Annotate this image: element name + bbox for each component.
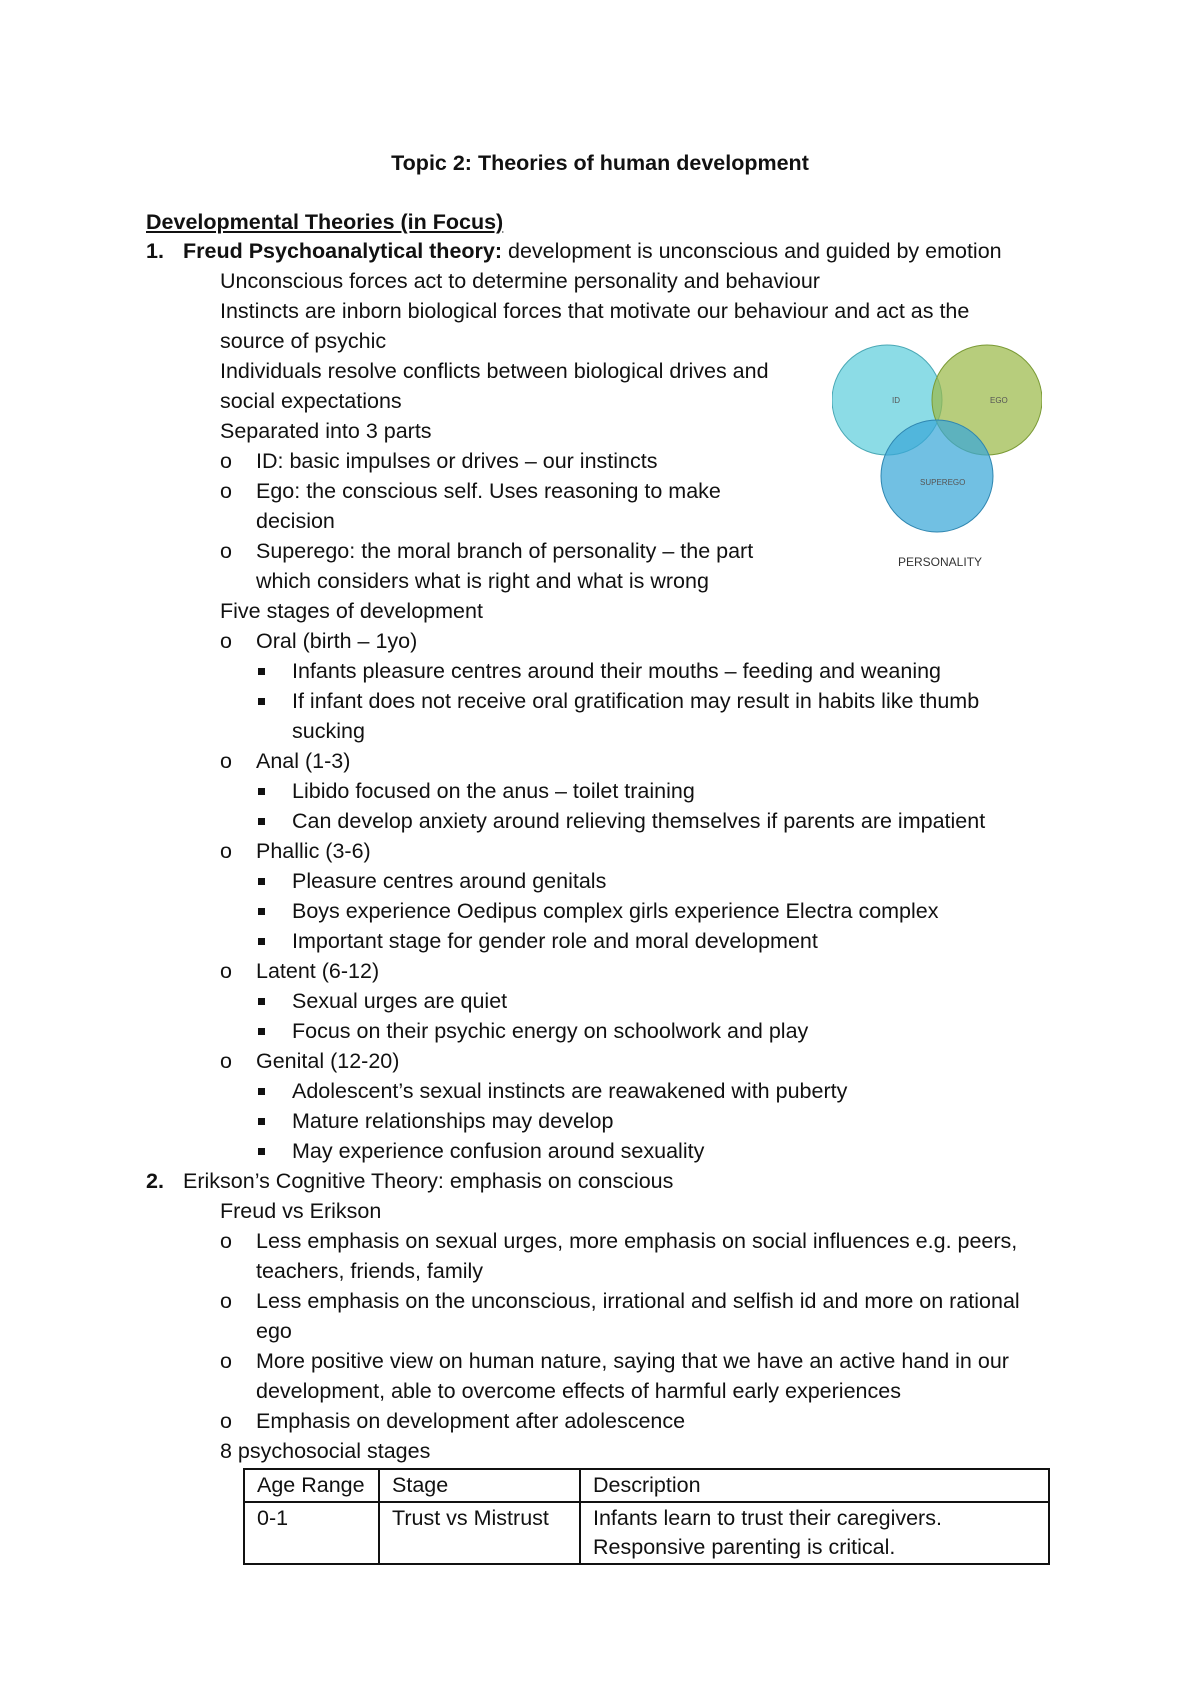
- part-ego-cont: decision: [256, 509, 335, 533]
- square-bullet: [258, 998, 265, 1005]
- psychosocial-stages-table: [243, 1468, 1050, 1565]
- stage-genital: Genital (12-20): [256, 1049, 400, 1073]
- erikson-heading: Erikson’s Cognitive Theory: emphasis on conscious: [183, 1169, 674, 1193]
- personality-venn-diagram: [832, 338, 1042, 578]
- freud-line: social expectations: [220, 389, 402, 413]
- part-ego: Ego: the conscious self. Uses reasoning to make: [256, 479, 721, 503]
- erikson-point-cont: development, able to overcome effects of harmful early experiences: [256, 1379, 901, 1403]
- stage-point: Adolescent’s sexual instincts are reawakened with puberty: [292, 1079, 848, 1103]
- superego-circle: [881, 420, 993, 532]
- stage-point: Can develop anxiety around relieving themselves if parents are impatient: [292, 809, 986, 833]
- stage-point: Pleasure centres around genitals: [292, 869, 607, 893]
- cell-age: 0-1: [244, 1502, 379, 1564]
- stage-point: Sexual urges are quiet: [292, 989, 508, 1013]
- stage-point: Focus on their psychic energy on schoolwork and play: [292, 1019, 809, 1043]
- table-header-row: [244, 1469, 1049, 1502]
- circle-bullet: o: [220, 749, 232, 773]
- freud-line: Instincts are inborn biological forces that motivate our behaviour and act as the: [220, 299, 970, 323]
- erikson-compare: Freud vs Erikson: [220, 1199, 382, 1223]
- stage-phallic: Phallic (3-6): [256, 839, 371, 863]
- freud-heading: [183, 236, 1002, 266]
- square-bullet: [258, 818, 265, 825]
- psychosocial-intro: 8 psychosocial stages: [220, 1439, 431, 1463]
- page-title: Topic 2: Theories of human development: [391, 151, 809, 175]
- freud-heading-rest: development is unconscious and guided by emotion: [502, 239, 1002, 263]
- stage-latent: Latent (6-12): [256, 959, 380, 983]
- venn-caption: PERSONALITY: [898, 555, 983, 569]
- erikson-point: More positive view on human nature, saying that we have an active hand in our: [256, 1349, 1009, 1373]
- stage-point: Mature relationships may develop: [292, 1109, 614, 1133]
- cell-description-line: Responsive parenting is critical.: [593, 1535, 896, 1559]
- square-bullet: [258, 1118, 265, 1125]
- circle-bullet: o: [220, 839, 232, 863]
- circle-bullet: o: [220, 629, 232, 653]
- section-heading: Developmental Theories (in Focus): [146, 210, 504, 234]
- stage-point: May experience confusion around sexuality: [292, 1139, 705, 1163]
- square-bullet: [258, 668, 265, 675]
- square-bullet: [258, 878, 265, 885]
- circle-bullet: o: [220, 539, 232, 563]
- square-bullet: [258, 1148, 265, 1155]
- stage-point: Libido focused on the anus – toilet training: [292, 779, 695, 803]
- header-description: Description: [580, 1469, 1049, 1502]
- circle-bullet: o: [220, 479, 232, 503]
- part-superego: Superego: the moral branch of personality – the part: [256, 539, 754, 563]
- circle-bullet: o: [220, 1289, 232, 1313]
- erikson-point: Emphasis on development after adolescence: [256, 1409, 686, 1433]
- stage-point-cont: sucking: [292, 719, 365, 743]
- erikson-point-cont: teachers, friends, family: [256, 1259, 484, 1283]
- freud-line: Unconscious forces act to determine personality and behaviour: [220, 269, 820, 293]
- cell-description: [580, 1502, 1049, 1564]
- ego-label: EGO: [990, 396, 1008, 405]
- circle-bullet: o: [220, 449, 232, 473]
- square-bullet: [258, 788, 265, 795]
- freud-line: Individuals resolve conflicts between biological drives and: [220, 359, 769, 383]
- header-stage: Stage: [379, 1469, 580, 1502]
- freud-line: source of psychic: [220, 329, 387, 353]
- cell-stage: Trust vs Mistrust: [379, 1502, 580, 1564]
- stage-point: If infant does not receive oral gratification may result in habits like thumb: [292, 689, 980, 713]
- part-id: ID: basic impulses or drives – our instincts: [256, 449, 658, 473]
- stage-anal: Anal (1-3): [256, 749, 351, 773]
- stage-oral: Oral (birth – 1yo): [256, 629, 418, 653]
- part-superego-cont: which considers what is right and what is wrong: [256, 569, 709, 593]
- list-number-2: 2.: [146, 1169, 164, 1193]
- square-bullet: [258, 1028, 265, 1035]
- list-number-1: 1.: [146, 239, 164, 263]
- freud-line: Separated into 3 parts: [220, 419, 432, 443]
- circle-bullet: o: [220, 1349, 232, 1373]
- square-bullet: [258, 908, 265, 915]
- square-bullet: [258, 938, 265, 945]
- circle-bullet: o: [220, 1229, 232, 1253]
- stages-intro: Five stages of development: [220, 599, 483, 623]
- id-label: ID: [892, 396, 900, 405]
- header-age-range: Age Range: [244, 1469, 379, 1502]
- erikson-point: Less emphasis on sexual urges, more emphasis on social influences e.g. peers,: [256, 1229, 1018, 1253]
- erikson-point: Less emphasis on the unconscious, irrational and selfish id and more on rational: [256, 1289, 1020, 1313]
- stage-point: Boys experience Oedipus complex girls experience Electra complex: [292, 899, 939, 923]
- table-row: [244, 1502, 1049, 1564]
- square-bullet: [258, 1088, 265, 1095]
- stage-point: Infants pleasure centres around their mouths – feeding and weaning: [292, 659, 942, 683]
- square-bullet: [258, 698, 265, 705]
- superego-label: SUPEREGO: [920, 478, 966, 487]
- freud-heading-bold: Freud Psychoanalytical theory:: [183, 239, 503, 263]
- circle-bullet: o: [220, 1049, 232, 1073]
- circle-bullet: o: [220, 959, 232, 983]
- cell-description-line: Infants learn to trust their caregivers.: [593, 1506, 942, 1530]
- circle-bullet: o: [220, 1409, 232, 1433]
- stage-point: Important stage for gender role and moral development: [292, 929, 818, 953]
- erikson-point-cont: ego: [256, 1319, 292, 1343]
